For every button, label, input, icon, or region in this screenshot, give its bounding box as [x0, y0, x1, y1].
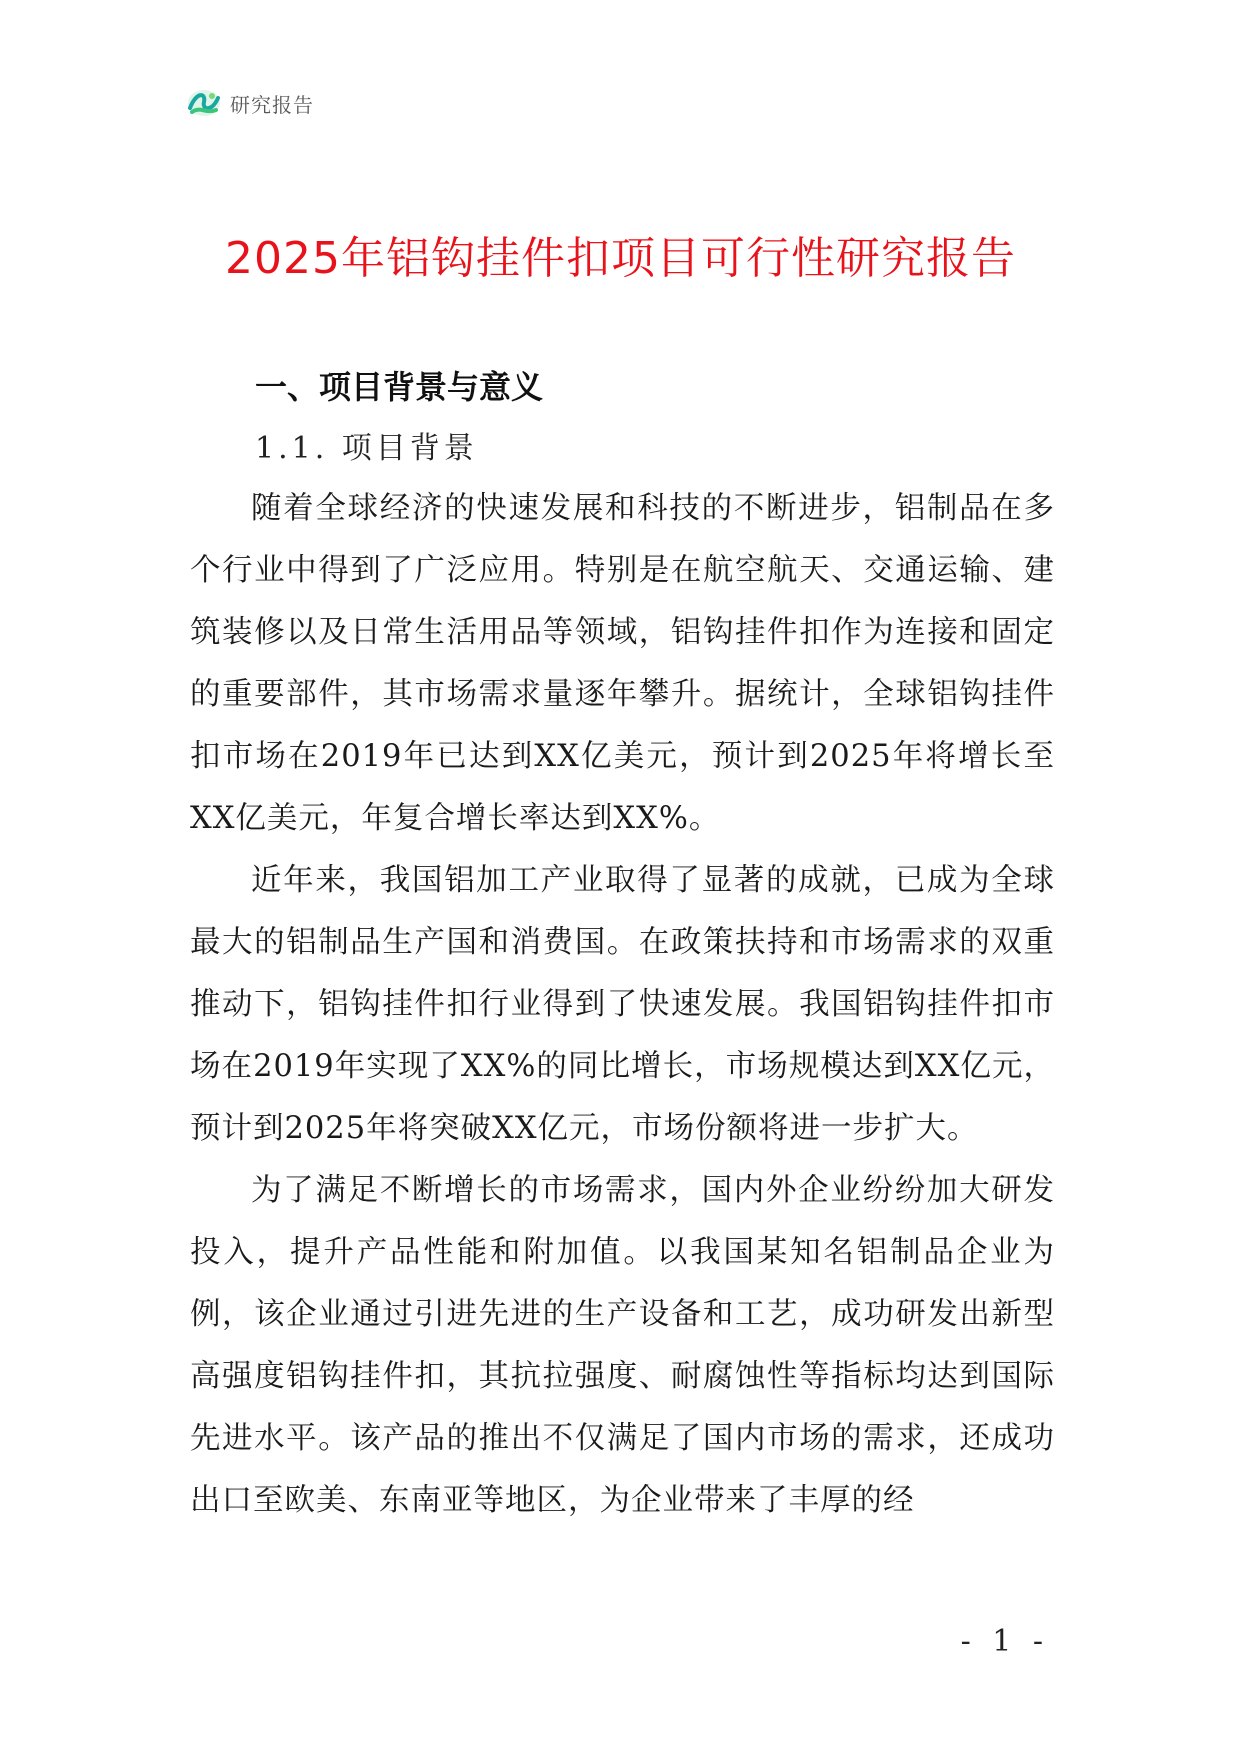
paragraph: 为了满足不断增长的市场需求，国内外企业纷纷加大研发投入，提升产品性能和附加值。以我国某知名铝制品企业为例，该企业通过引进先进的生产设备和工艺，成功研发出新型高强度铝钩挂件扣，其抗拉强度、耐腐蚀性等指标均达到国际先进水平。该产品的推出不仅满足了国内市场的需求，还成功出口至欧美、东南亚等地区，为企业带来了丰厚的经 — [190, 1173, 1055, 1518]
section-heading: 一、项目背景与意义 — [255, 368, 544, 406]
paragraph: 近年来，我国铝加工产业取得了显著的成就，已成为全球最大的铝制品生产国和消费国。在政策扶持和市场需求的双重推动下，铝钩挂件扣行业得到了快速发展。我国铝钩挂件扣市场在2019年实现了XX%的同比增长，市场规模达到XX亿元，预计到2025年将突破XX亿元，市场份额将进一步扩大。 — [190, 863, 1055, 1146]
document-title: 2025年铝钩挂件扣项目可行性研究报告 — [225, 233, 1016, 284]
leaf-logo-icon — [186, 88, 222, 118]
body-text — [190, 478, 1055, 1532]
subsection-heading: 1.1. 项目背景 — [255, 431, 478, 466]
header-label: 研究报告 — [230, 92, 314, 117]
page-header — [186, 88, 314, 118]
page-number: - 1 - — [960, 1624, 1049, 1659]
paragraph: 随着全球经济的快速发展和科技的不断进步，铝制品在多个行业中得到了广泛应用。特别是在航空航天、交通运输、建筑装修以及日常生活用品等领域，铝钩挂件扣作为连接和固定的重要部件，其市场需求量逐年攀升。据统计，全球铝钩挂件扣市场在2019年已达到XX亿美元，预计到2025年将增长至XX亿美元，年复合增长率达到XX%。 — [190, 491, 1055, 836]
